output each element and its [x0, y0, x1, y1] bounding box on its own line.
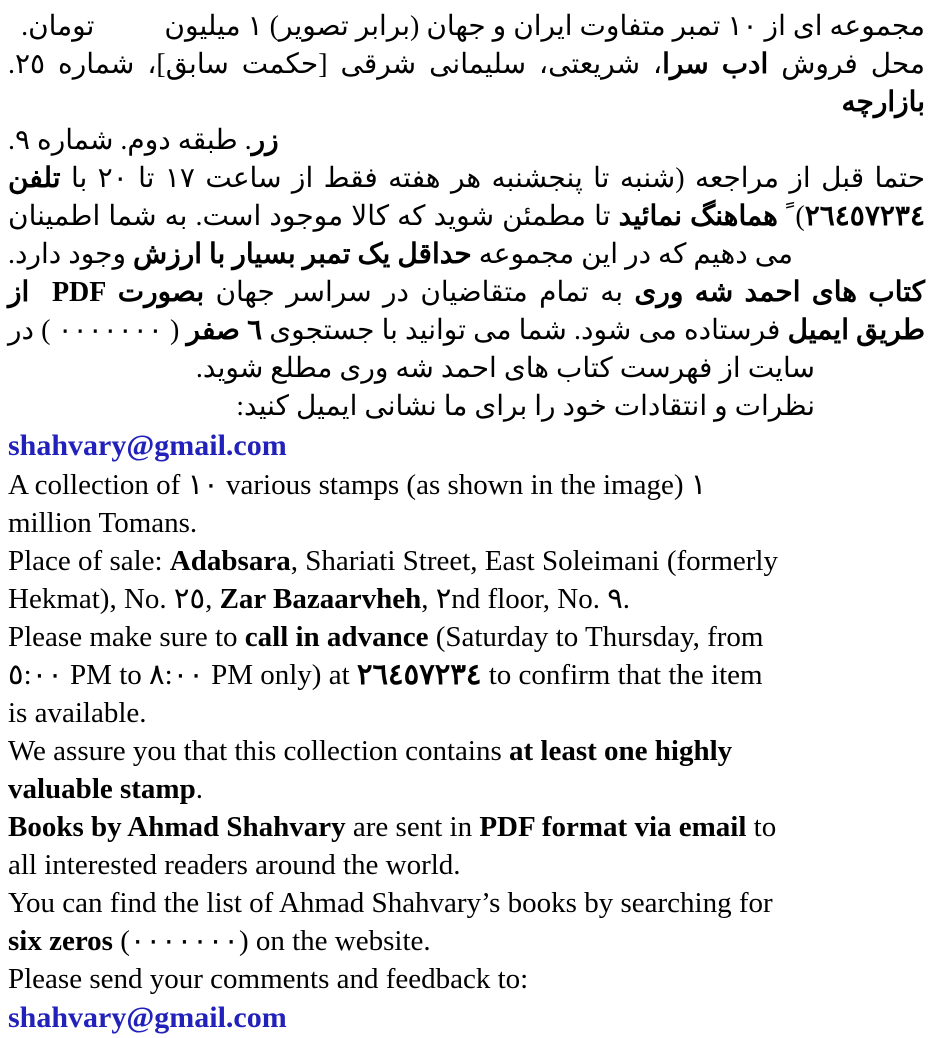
text-run: Hekmat), No. ٢٥,: [8, 583, 220, 615]
text-run: PDF format via email: [479, 811, 747, 843]
text-run: A collection of ١٠ various stamps (as shown in the image) ١: [8, 469, 707, 501]
english-text-block: [8, 466, 925, 998]
text-run: حتما قبل از مراجعه (شنبه تا پنجشنبه هر هفته فقط از ساعت ١٧ تا ٢٠ با: [60, 163, 926, 194]
text-run: (٠٠٠٠٠٠٠) on the website.: [112, 925, 431, 957]
text-run: ادب سرا: [662, 49, 769, 80]
english-line-13: [8, 922, 925, 960]
text-run: are sent in: [345, 811, 480, 843]
english-line-10: [8, 808, 925, 846]
english-line-7: [8, 694, 925, 732]
text-run: می دهیم که در این مجموعه: [471, 239, 794, 270]
persian-line-6: [8, 236, 925, 274]
text-run: کتاب های احمد شه وری: [634, 277, 925, 308]
english-line-3: [8, 542, 925, 580]
persian-line-4: [8, 160, 925, 198]
english-line-12: [8, 884, 925, 922]
text-run: ٦ صفر: [186, 315, 263, 346]
text-run: ٢٦٤٥٧٢٣٤: [804, 201, 925, 232]
text-run: بازارچه: [841, 87, 925, 118]
text-run: at least one highly: [509, 735, 733, 767]
text-run: ٥:٠٠ PM to ٨:٠٠ PM only) at: [8, 659, 357, 691]
persian-line-8: [8, 312, 925, 350]
text-run: تا مطمئن شوید که کالا موجود است. به شما اطمینان: [8, 201, 619, 232]
english-line-4: [8, 580, 925, 618]
text-run: Books by Ahmad Shahvary: [8, 811, 346, 843]
persian-line-9: [8, 350, 925, 388]
text-run: , Shariati Street, East Soleimani (formerly: [290, 545, 778, 577]
text-run: حداقل یک تمبر بسیار با ارزش: [133, 239, 472, 270]
text-run: to: [746, 811, 777, 843]
text-run: ٢٦٤٥٧٢٣٤: [356, 659, 482, 691]
text-run: to confirm that the item: [481, 659, 763, 691]
english-line-8: [8, 732, 925, 770]
text-run: مجموعه ای از ١٠ تمبر متفاوت ایران و جهان (برابر تصویر) ١ میلیون: [164, 11, 925, 42]
text-run: ( ٠٠٠٠٠٠٠ ) در: [8, 315, 187, 346]
text-run: Zar Bazaarvheh: [219, 583, 422, 615]
email-link-top[interactable]: shahvary@gmail.com: [8, 429, 287, 462]
text-run: Place of sale:: [8, 545, 170, 577]
text-run: بصورت PDF از: [8, 277, 205, 308]
english-line-6: [8, 656, 925, 694]
persian-line-3: [8, 122, 925, 160]
text-run: , ٢nd floor, No. ٩.: [421, 583, 631, 615]
text-run: تومان.: [21, 11, 165, 42]
persian-line-2: [8, 46, 925, 122]
email-link-bottom[interactable]: shahvary@gmail.com: [8, 1001, 287, 1034]
persian-line-1: [8, 8, 925, 46]
text-run: طریق ایمیل: [787, 315, 926, 346]
text-run: all interested readers around the world.: [8, 849, 461, 881]
text-run: We assure you that this collection contains: [8, 735, 510, 767]
english-line-2: [8, 504, 925, 542]
text-run: Please make sure to: [8, 621, 245, 653]
english-line-9: [8, 770, 925, 808]
persian-line-10: [8, 388, 925, 426]
text-run: وجود دارد.: [8, 239, 134, 270]
text-run: سایت از فهرست کتاب های احمد شه وری مطلع شوید.: [195, 353, 815, 384]
text-run: Adabsara: [169, 545, 291, 577]
text-run: valuable stamp: [8, 773, 196, 805]
text-run: زر: [251, 125, 279, 156]
text-run: You can find the list of Ahmad Shahvary’s books by searching for: [8, 887, 773, 919]
text-run: is available.: [8, 697, 147, 729]
text-run: (Saturday to Thursday, from: [428, 621, 764, 653]
text-run: تلفن: [8, 163, 61, 194]
persian-text-block: [8, 8, 925, 426]
text-run: ، شریعتی، سلیمانی شرقی [حکمت سابق]، شماره ٢٥.: [8, 49, 663, 80]
text-run: six zeros: [8, 925, 113, 957]
text-run: محل فروش: [768, 49, 926, 80]
text-run: . طبقه دوم. شماره ٩.: [8, 125, 252, 156]
text-run: .: [195, 773, 203, 805]
text-run: million Tomans.: [8, 507, 198, 539]
persian-line-5: [8, 198, 925, 236]
english-line-14: [8, 960, 925, 998]
text-run: ) ً: [777, 201, 805, 232]
text-run: call in advance: [244, 621, 429, 653]
text-run: فرستاده می شود. شما می توانید با جستجوی: [262, 315, 788, 346]
text-run: هماهنگ نمائید: [618, 201, 778, 232]
text-run: به تمام متقاضیان در سراسر جهان: [204, 277, 635, 308]
english-line-5: [8, 618, 925, 656]
persian-line-7: [8, 274, 925, 312]
text-run: نظرات و انتقادات خود را برای ما نشانی ایمیل کنید:: [236, 391, 815, 422]
english-line-1: [8, 466, 925, 504]
text-run: Please send your comments and feedback to:: [8, 963, 529, 995]
english-line-11: [8, 846, 925, 884]
